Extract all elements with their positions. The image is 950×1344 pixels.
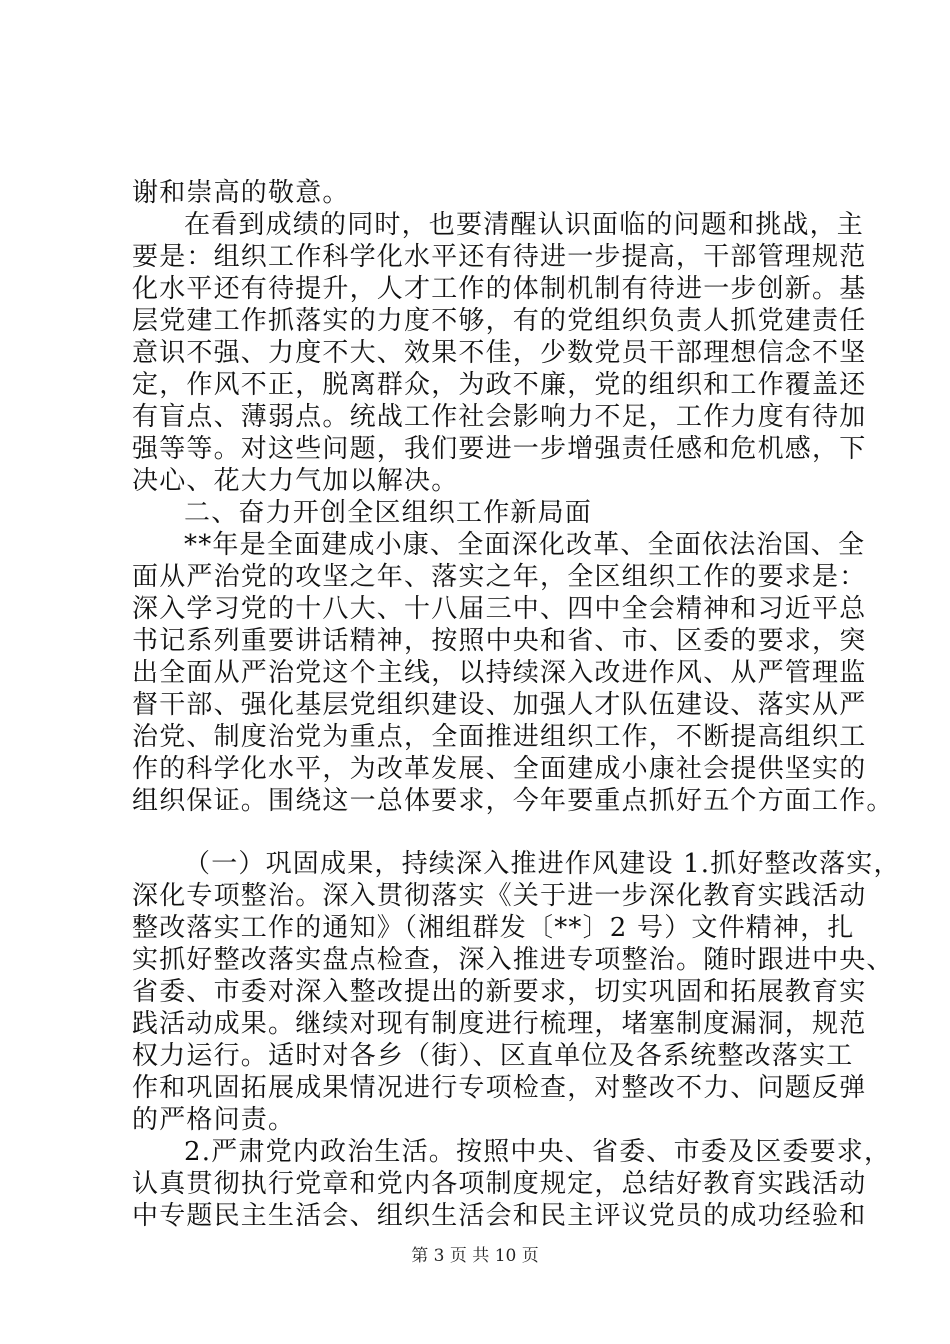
text-line: 有盲点、薄弱点。统战工作社会影响力不足，工作力度有待加 bbox=[132, 402, 867, 432]
text-line: 中专题民主生活会、组织生活会和民主评议党员的成功经验和 bbox=[132, 1201, 867, 1231]
text-line: 面从严治党的攻坚之年、落实之年，全区组织工作的要求是： bbox=[132, 562, 867, 592]
text-line: 深化专项整治。深入贯彻落实《关于进一步深化教育实践活动 bbox=[132, 881, 867, 911]
text-line: 意识不强、力度不大、效果不佳，少数党员干部理想信念不坚 bbox=[132, 338, 867, 368]
text-line: 层党建工作抓落实的力度不够，有的党组织负责人抓党建责任 bbox=[132, 306, 867, 336]
section-heading: 二、奋力开创全区组织工作新局面 bbox=[184, 498, 593, 528]
text-line: 化水平还有待提升，人才工作的体制机制有待进一步创新。基 bbox=[132, 274, 867, 304]
text-line: 定，作风不正，脱离群众，为政不廉，党的组织和工作覆盖还 bbox=[132, 370, 867, 400]
text-line: 强等等。对这些问题，我们要进一步增强责任感和危机感，下 bbox=[132, 434, 867, 464]
text-line: 决心、花大力气加以解决。 bbox=[132, 466, 459, 496]
text-line: 要是：组织工作科学化水平还有待进一步提高，干部管理规范 bbox=[132, 242, 867, 272]
text-line: 在看到成绩的同时，也要清醒认识面临的问题和挑战，主 bbox=[184, 210, 865, 240]
text-line: 出全面从严治党这个主线，以持续深入改进作风、从严管理监 bbox=[132, 658, 867, 688]
text-line: 践活动成果。继续对现有制度进行梳理，堵塞制度漏洞，规范 bbox=[132, 1009, 867, 1039]
text-line: 省委、市委对深入整改提出的新要求，切实巩固和拓展教育实 bbox=[132, 977, 867, 1007]
text-line: 书记系列重要讲话精神，按照中央和省、市、区委的要求，突 bbox=[132, 626, 867, 656]
text-line: （一）巩固成果，持续深入推进作风建设 1.抓好整改落实， bbox=[184, 849, 901, 879]
text-line: 作和巩固拓展成果情况进行专项检查，对整改不力、问题反弹 bbox=[132, 1073, 867, 1103]
text-line: 认真贯彻执行党章和党内各项制度规定，总结好教育实践活动 bbox=[132, 1169, 867, 1199]
text-line: 深入学习党的十八大、十八届三中、四中全会精神和习近平总 bbox=[132, 594, 867, 624]
text-line: 作的科学化水平，为改革发展、全面建成小康社会提供坚实的 bbox=[132, 754, 867, 784]
text-line: **年是全面建成小康、全面深化改革、全面依法治国、全 bbox=[184, 530, 866, 560]
text-line: 2.严肃党内政治生活。按照中央、省委、市委及区委要求， bbox=[184, 1137, 892, 1167]
text-line: 督干部、强化基层党组织建设、加强人才队伍建设、落实从严 bbox=[132, 690, 867, 720]
text-line: 的严格问责。 bbox=[132, 1105, 296, 1135]
text-line: 权力运行。适时对各乡（街）、区直单位及各系统整改落实工 bbox=[132, 1041, 854, 1071]
text-line: 整改落实工作的通知》（湘组群发〔**〕2 号）文件精神，扎 bbox=[132, 913, 855, 943]
page-number-footer: 第 3 页 共 10 页 bbox=[411, 1246, 539, 1266]
text-line: 组织保证。围绕这一总体要求，今年要重点抓好五个方面工作。 bbox=[132, 786, 894, 816]
text-line: 谢和崇高的敬意。 bbox=[132, 178, 350, 208]
text-line: 实抓好整改落实盘点检查，深入推进专项整治。随时跟进中央、 bbox=[132, 945, 894, 975]
text-line: 治党、制度治党为重点，全面推进组织工作，不断提高组织工 bbox=[132, 722, 867, 752]
